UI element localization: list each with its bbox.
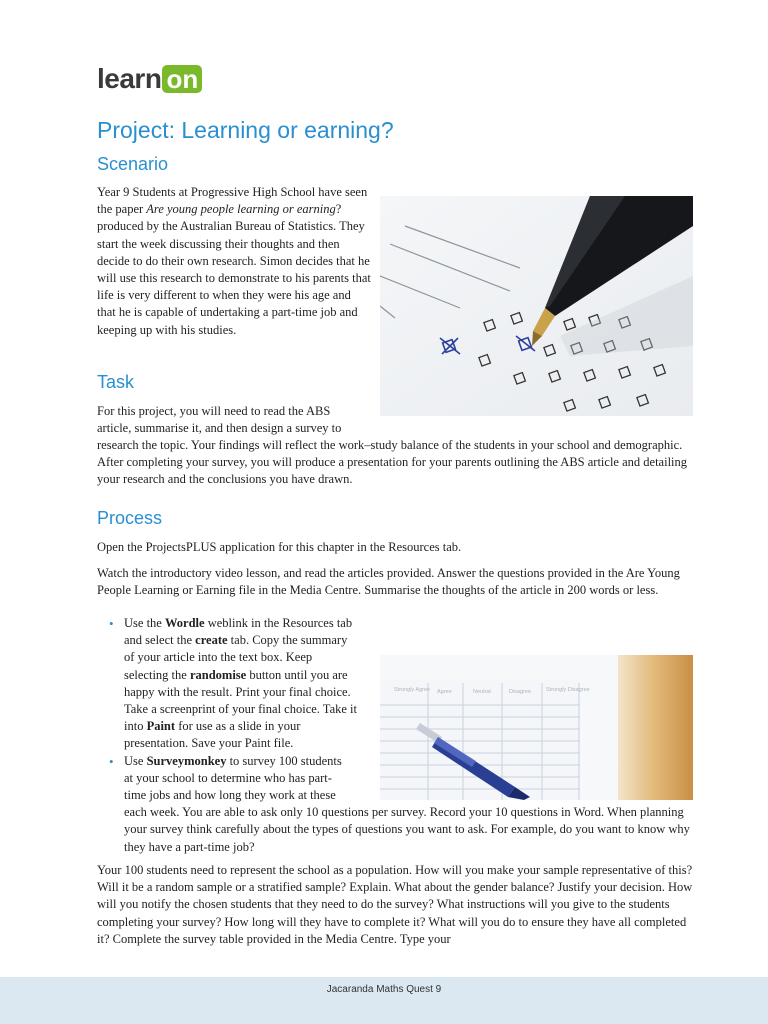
bullet-wordle-text-4: button until you are happy with the result. Print your final choice. Take a screenprint of your final choice. Take it into [124, 667, 357, 734]
pen-survey-illustration [380, 196, 693, 416]
paint-term: Paint [146, 719, 176, 734]
bullet-survey-text-2: to survey 100 students at your school to determine who has part-time jobs and how long they work at these [124, 753, 342, 803]
task-paragraph-wide: research the topic. Your findings will reflect the work–study balance of the students in your school and demographic. After completing your survey, you will produce a presentation for your parents outlining the ABS article and detailing your research and the conclusions you have drawn. [97, 438, 688, 487]
bullet-surveymonkey-narrow [124, 753, 349, 805]
survey-header-agree: Agree [437, 689, 452, 695]
page-footer [0, 977, 768, 1024]
scenario-paragraph [97, 184, 372, 339]
survey-header-neutral: Neutral [473, 689, 491, 695]
wordle-term: Wordle [164, 616, 205, 630]
survey-header-disagree: Disagree [509, 689, 532, 695]
bullet-survey-text-1: Use [124, 753, 147, 768]
footer-text: Jacaranda Maths Quest 9 [326, 984, 442, 995]
bullet-wordle [109, 615, 359, 753]
survey-sheet-illustration [380, 655, 693, 800]
logo-on-badge: on [162, 65, 202, 93]
page-title: Project: Learning or earning? [97, 117, 394, 143]
pen-survey-photo [380, 196, 693, 416]
create-term: create [195, 633, 228, 648]
bullet-wordle-text-5: for use as a slide in your presentation. Save your Paint file. [124, 719, 301, 751]
randomise-term: randomise [189, 667, 247, 682]
process-paragraph-2: Watch the introductory video lesson, and read the articles provided. Answer the questions provided in the Are Young People Learning or Earning file in the Media Centre. Summarise the thoughts of the article in 200 words or less. [97, 566, 680, 598]
task-heading: Task [97, 372, 135, 392]
process-paragraph-1: Open the ProjectsPLUS application for this chapter in the Resources tab. [97, 540, 462, 554]
bullet-survey-text-3: each week. You are able to ask only 10 questions per survey. Record your 10 questions in Word. When planning your survey think carefully about the types of questions you want to ask. For example, do you want to know why they have a part-time job? [124, 805, 690, 854]
bullet-wordle-text-2: weblink in the Resources tab and select the [124, 616, 353, 648]
logo-learn-text: learn [97, 63, 162, 94]
survey-sheet-photo [380, 655, 693, 800]
survey-header-strongly-agree: Strongly Agree [394, 687, 431, 693]
scenario-text-1: Year 9 Students at Progressive High School have seen the paper [97, 185, 368, 217]
bullet-wordle-text-1: Use the [124, 616, 165, 630]
surveymonkey-term: Surveymonkey [146, 753, 227, 768]
scenario-paper-title: Are young people learning or earning [146, 202, 336, 217]
survey-header-strongly-disagree: Strongly Disagree [546, 687, 590, 693]
process-heading: Process [97, 508, 163, 528]
task-paragraph-narrow: For this project, you will need to read the ABS article, summarise it, and then design a survey to [97, 404, 342, 436]
scenario-text-2: ? produced by the Australian Bureau of Statistics. They start the week discussing their thoughts and then decide to do their own research. Simon decides that he will use this research to demonstrate to his parents that life is very different to when they were his age and that he is capable of undertaking a part-time job and keeping up with his studies. [97, 202, 371, 337]
scenario-heading: Scenario [97, 154, 169, 174]
learnon-logo [97, 64, 202, 94]
process-paragraph-3: Your 100 students need to represent the school as a population. How will you make your sample representative of this? Will it be a random sample or a stratified sample? Explain. What about the gender balance? Justify your decision. How will you notify the chosen students that they need to do the survey? What instructions will you give to the students completing your survey? How long will they have to complete it? What will you do to ensure they have all completed it? Complete the survey table provided in the Media Centre. Type your [97, 863, 693, 946]
bullet-wordle-text-3: tab. Copy the summary of your article into the text box. Keep selecting the [124, 633, 348, 682]
